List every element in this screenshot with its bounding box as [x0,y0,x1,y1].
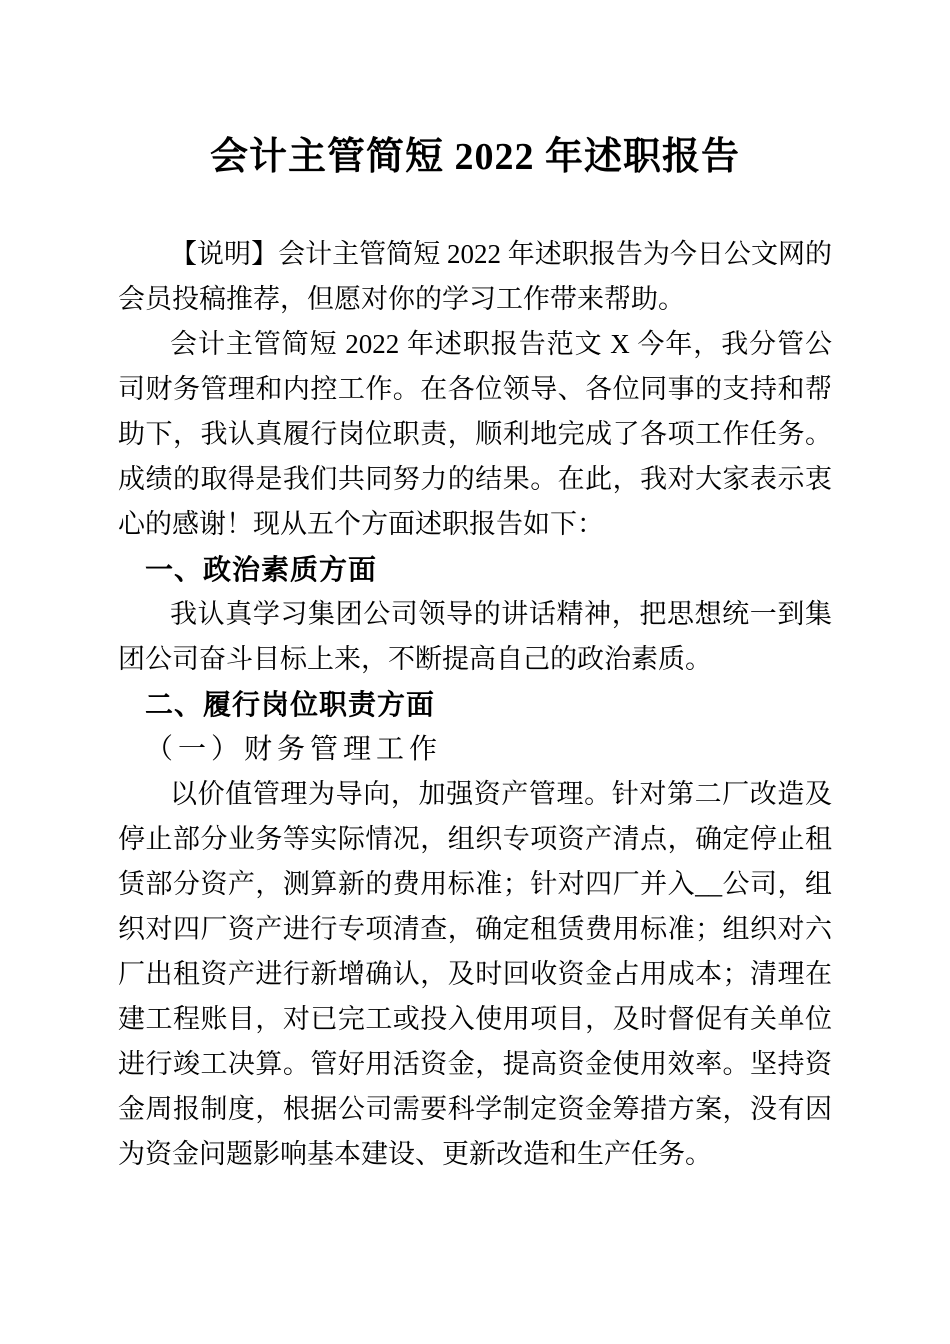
heading-section-1-political-quality: 一、政治素质方面 [145,554,378,585]
document-title: 会计主管简短 2022 年述职报告 [209,136,740,178]
paragraph-section-1-body: 我认真学习集团公司领导的讲话精神，把思想统一到集团公司奋斗目标上来，不断提高自己的政治素质。 [118,599,832,674]
heading-section-2-job-duties: 二、履行岗位职责方面 [145,689,436,720]
paragraph-2-1-financial-management-body: 以价值管理为导向，加强资产管理。针对第二厂改造及停止部分业务等实际情况，组织专项资产清点，确定停止租赁部分资产，测算新的费用标准；针对四厂并入__公司，组织对四厂资产进行专项清查，确定租赁费用标准；组织对六厂出租资产进行新增确认，及时回收资金占用成本；清理在建工程账目，对已完工或投入使用项目，及时督促有关单位进行竣工决算。管好用活资金，提高资金使用效率。坚持资金周报制度，根据公司需要科学制定资金筹措方案，没有因为资金问题影响基本建设、更新改造和生产任务。 [118,779,832,1169]
paragraph-overview: 会计主管简短 2022 年述职报告范文 X 今年，我分管公司财务管理和内控工作。在各位领导、各位同事的支持和帮助下，我认真履行岗位职责，顺利地完成了各项工作任务。成绩的取得是我们共同努力的结果。在此，我对大家表示衷心的感谢！现从五个方面述职报告如下： [118,329,832,539]
paragraph-intro-note: 【说明】会计主管简短 2022 年述职报告为今日公文网的会员投稿推荐，但愿对你的学习工作带来帮助。 [118,239,832,314]
subheading-2-1-financial-management: （一）财务管理工作 [145,734,443,765]
